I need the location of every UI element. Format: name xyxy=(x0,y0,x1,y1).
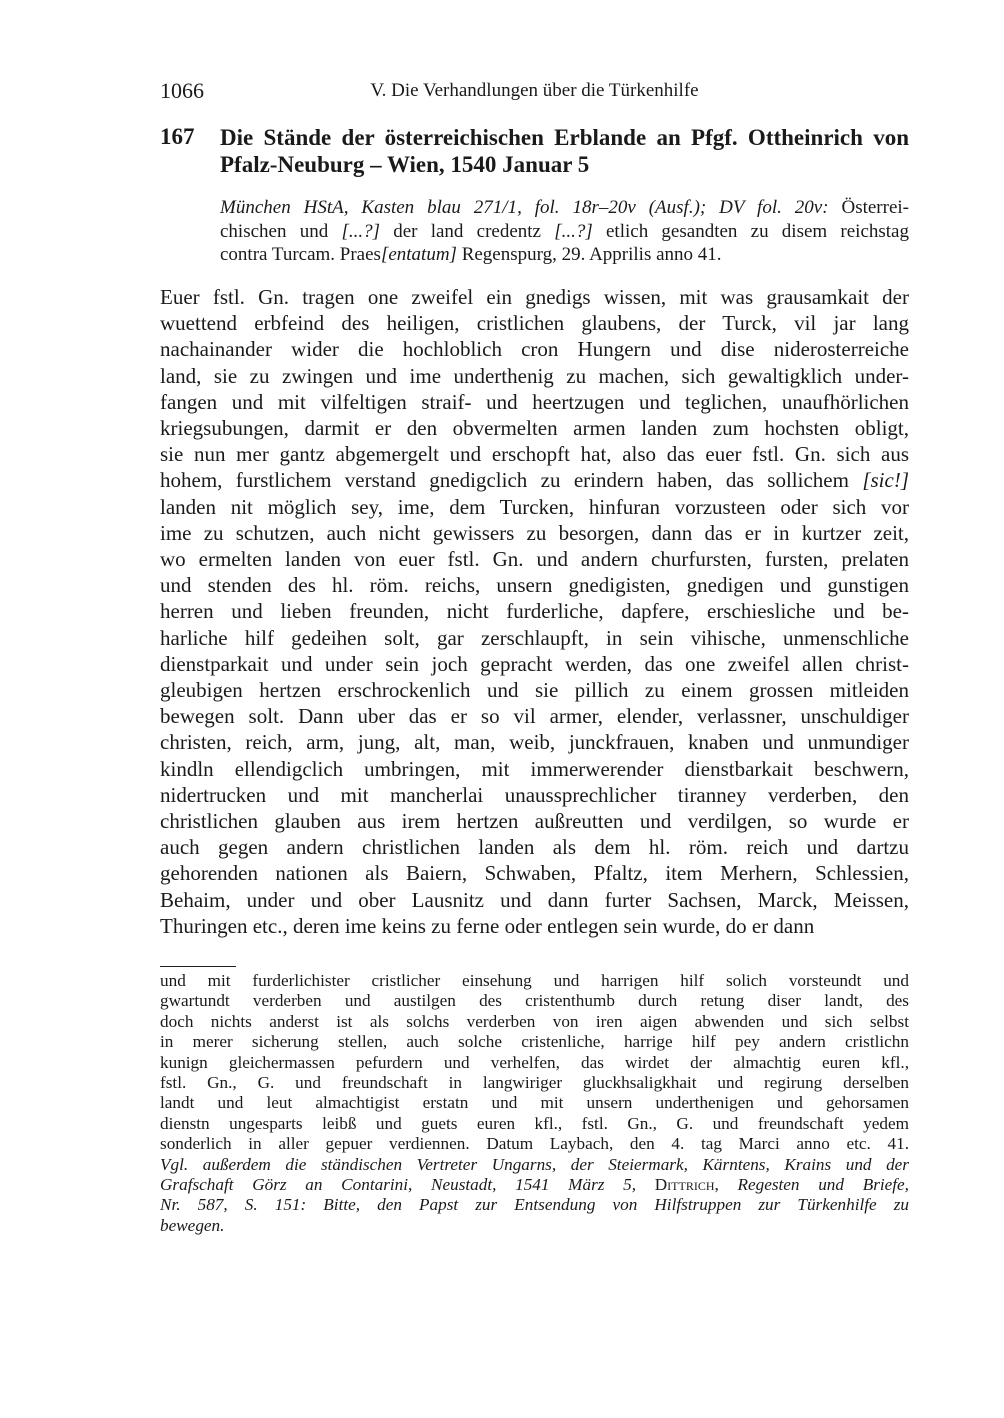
document-number: 167 xyxy=(160,124,195,149)
text-line xyxy=(160,415,909,441)
italic-text: Nr. 587, S. 151: Bitte, den Papst zur Entsendung von Hilfstruppen zur Türkenhilfe zu xyxy=(160,1195,909,1215)
italic-text: Regesten und Briefe, xyxy=(718,1175,909,1195)
italic-text: [...?] xyxy=(341,220,380,242)
text-line xyxy=(160,1134,909,1154)
text-line xyxy=(160,1175,909,1195)
text-line xyxy=(160,1012,909,1032)
text-line xyxy=(160,756,909,782)
text-segment: christlichen glauben aus irem hertzen außreutten und verdilgen, so wurde er xyxy=(160,809,909,834)
text-line xyxy=(160,1093,909,1113)
text-line xyxy=(160,572,909,598)
text-line xyxy=(160,991,909,1011)
text-line xyxy=(160,546,909,572)
text-line xyxy=(160,1032,909,1052)
text-segment: harliche hilf gedeihen solt, gar zerschlaupft, in sein vihische, unmenschliche xyxy=(160,625,909,650)
text-segment: gleubigen hertzen erschrockenlich und sie pillich zu einem grossen mitleiden xyxy=(160,678,909,703)
text-segment: etlich gesandten zu disem reichstag xyxy=(592,220,909,242)
text-segment: kindln ellendigclich umbringen, mit immerwerender dienstbarkait beschwern, xyxy=(160,756,909,781)
italic-text: [sic!] xyxy=(862,468,909,493)
text-line xyxy=(160,284,909,310)
text-line xyxy=(160,651,909,677)
text-segment: ime zu schutzen, auch nicht gewissers zu besorgen, dann das er in kurtzer zeit, xyxy=(160,520,909,545)
text-line xyxy=(160,729,909,755)
text-line xyxy=(160,310,909,336)
text-segment: Österrei- xyxy=(828,197,909,218)
text-line xyxy=(160,887,909,913)
text-line xyxy=(160,336,909,362)
text-segment: dienstn ungesparts leibß und guets euren kfl., fstl. Gn., G. und freundschaft yedem xyxy=(160,1113,909,1133)
text-segment: landt und leut almachtigist erstatn und mit unsern underthenigen und gehorsamen xyxy=(160,1093,909,1113)
text-line xyxy=(160,520,909,546)
text-segment: doch nichts anderst ist als solchs verderben von iren aigen abwenden und sich selbst xyxy=(160,1011,909,1031)
text-segment: auch gegen andern christlichen landen als dem hl. röm. reich und dartzu xyxy=(160,835,909,860)
italic-text: München HStA, Kasten blau 271/1, fol. 18r–20v (Ausf.); DV fol. 20v: xyxy=(220,197,829,218)
text-line xyxy=(220,220,909,244)
text-segment: kriegsubungen, darmit er den obvermelten armen landen zum hochsten obligt, xyxy=(160,416,909,441)
text-segment: und stenden des hl. röm. reichs, unsern gnedigisten, gnedigen und gunstigen xyxy=(160,573,909,598)
text-segment: bewegen solt. Dann uber das er so vil armer, elender, verlassner, unschuldiger xyxy=(160,704,909,729)
page-number: 1066 xyxy=(160,78,204,103)
text-line xyxy=(160,913,909,939)
text-line xyxy=(160,1073,909,1093)
text-segment: wo ermelten landen von euer fstl. Gn. und andern churfursten, fursten, prelaten xyxy=(160,547,909,572)
text-segment: in merer sicherung stellen, auch solche cristenliche, harrige hilf pey andern cristlichn xyxy=(160,1032,909,1052)
text-line xyxy=(160,441,909,467)
text-line xyxy=(160,782,909,808)
italic-text: [entatum] xyxy=(380,244,457,265)
text-line xyxy=(160,834,909,860)
text-segment: kunign gleichermassen pefurdern und verhelfen, das wirdet der almachtig euren kfl., xyxy=(160,1052,909,1072)
small-caps-text: Dittrich, xyxy=(636,1175,719,1195)
text-line xyxy=(160,677,909,703)
text-segment: chischen und xyxy=(220,220,342,242)
text-segment: und mit furderlichister cristlicher einsehung und harrigen hilf solich vorsteundt und xyxy=(160,971,909,990)
text-segment: der land credentz xyxy=(379,220,555,242)
text-segment: Euer fstl. Gn. tragen one zweifel ein gnedigs wissen, mit was grausamkait der xyxy=(160,285,909,309)
text-line xyxy=(160,625,909,651)
text-segment: Regenspurg, 29. Apprilis anno 41. xyxy=(456,244,722,265)
text-line xyxy=(160,1114,909,1134)
body-text xyxy=(160,284,909,939)
text-segment: nachainander wider die hochloblich cron Hungern und dise niderosterreiche xyxy=(160,337,909,362)
text-line xyxy=(160,1155,909,1175)
title-line: Pfalz-Neuburg – Wien, 1540 Januar 5 xyxy=(220,152,590,177)
text-line xyxy=(160,598,909,624)
text-segment: land, sie zu zwingen und ime underthenig zu machen, sich gewaltigklich under- xyxy=(160,363,909,388)
text-segment: fangen und mit vilfeltigen straif- und heertzugen und teglichen, unaufhörlichen xyxy=(160,389,909,414)
text-line xyxy=(160,1053,909,1073)
text-segment: herren und lieben freunden, nicht furderliche, dapfere, erschiesliche und be- xyxy=(160,599,909,624)
footnote-divider xyxy=(160,966,236,967)
text-segment: fstl. Gn., G. und freundschaft in langwiriger gluckhsaligkhait und regirung derselben xyxy=(160,1073,909,1093)
text-line xyxy=(160,703,909,729)
text-segment: sonderlich in aller gepuer verdiennen. Datum Laybach, den 4. tag Marci anno etc. 41. xyxy=(160,1134,909,1154)
text-line xyxy=(160,971,909,991)
document-title xyxy=(220,124,909,178)
title-line: Die Stände der österreichischen Erblande an Pfgf. Ottheinrich von xyxy=(220,125,909,150)
text-segment: Thuringen etc., deren ime keins zu ferne oder entlegen sein wurde, do er dann xyxy=(160,913,815,938)
text-segment: gwartundt verderben und austilgen des cristenthumb durch retung diser landt, des xyxy=(160,991,909,1011)
text-line xyxy=(220,243,909,267)
footnotes xyxy=(160,971,909,1236)
text-segment: nidertrucken und mit mancherlai unaussprechlicher tiranney verderben, den xyxy=(160,782,909,807)
source-note xyxy=(220,196,909,267)
text-line xyxy=(160,363,909,389)
text-line xyxy=(160,1216,909,1236)
text-segment: landen nit möglich sey, ime, dem Turcken, hinfuran vorzusteen oder sich vor xyxy=(160,494,909,519)
text-line xyxy=(160,860,909,886)
italic-text: Grafschaft Görz an Contarini, Neustadt, 1541 März 5, xyxy=(160,1175,637,1195)
text-segment: christen, reich, arm, jung, alt, man, weib, junckfrauen, knaben und unmundiger xyxy=(160,730,909,755)
running-head: V. Die Verhandlungen über die Türkenhilfe xyxy=(370,80,699,101)
text-segment: contra Turcam. Praes xyxy=(220,244,381,265)
italic-text: bewegen. xyxy=(160,1215,225,1235)
text-line xyxy=(160,808,909,834)
text-segment: wuettend erbfeind des heiligen, cristlichen glaubens, der Turck, vil jar lang xyxy=(160,311,909,336)
text-line xyxy=(220,196,909,220)
text-segment: gehorenden nationen als Baiern, Schwaben, Pfaltz, item Merhern, Schlessien, xyxy=(160,861,909,886)
text-line xyxy=(160,494,909,520)
text-segment: Behaim, under und ober Lausnitz und dann furter Sachsen, Marck, Meissen, xyxy=(160,887,909,912)
text-segment: hohem, furstlichem verstand gnedigclich zu erindern haben, das sollichem xyxy=(160,468,863,493)
italic-text: Vgl. außerdem die ständischen Vertreter Ungarns, der Steiermark, Kärntens, Krains und der xyxy=(160,1154,909,1174)
text-segment: sie nun mer gantz abgemergelt und erschopft hat, also das euer fstl. Gn. sich aus xyxy=(160,442,909,467)
text-segment: dienstparkait und under sein joch gepracht werden, das one zweifel allen christ- xyxy=(160,651,909,676)
text-line xyxy=(160,1195,909,1215)
italic-text: [...?] xyxy=(554,220,593,242)
text-line xyxy=(160,389,909,415)
text-line xyxy=(160,467,909,493)
